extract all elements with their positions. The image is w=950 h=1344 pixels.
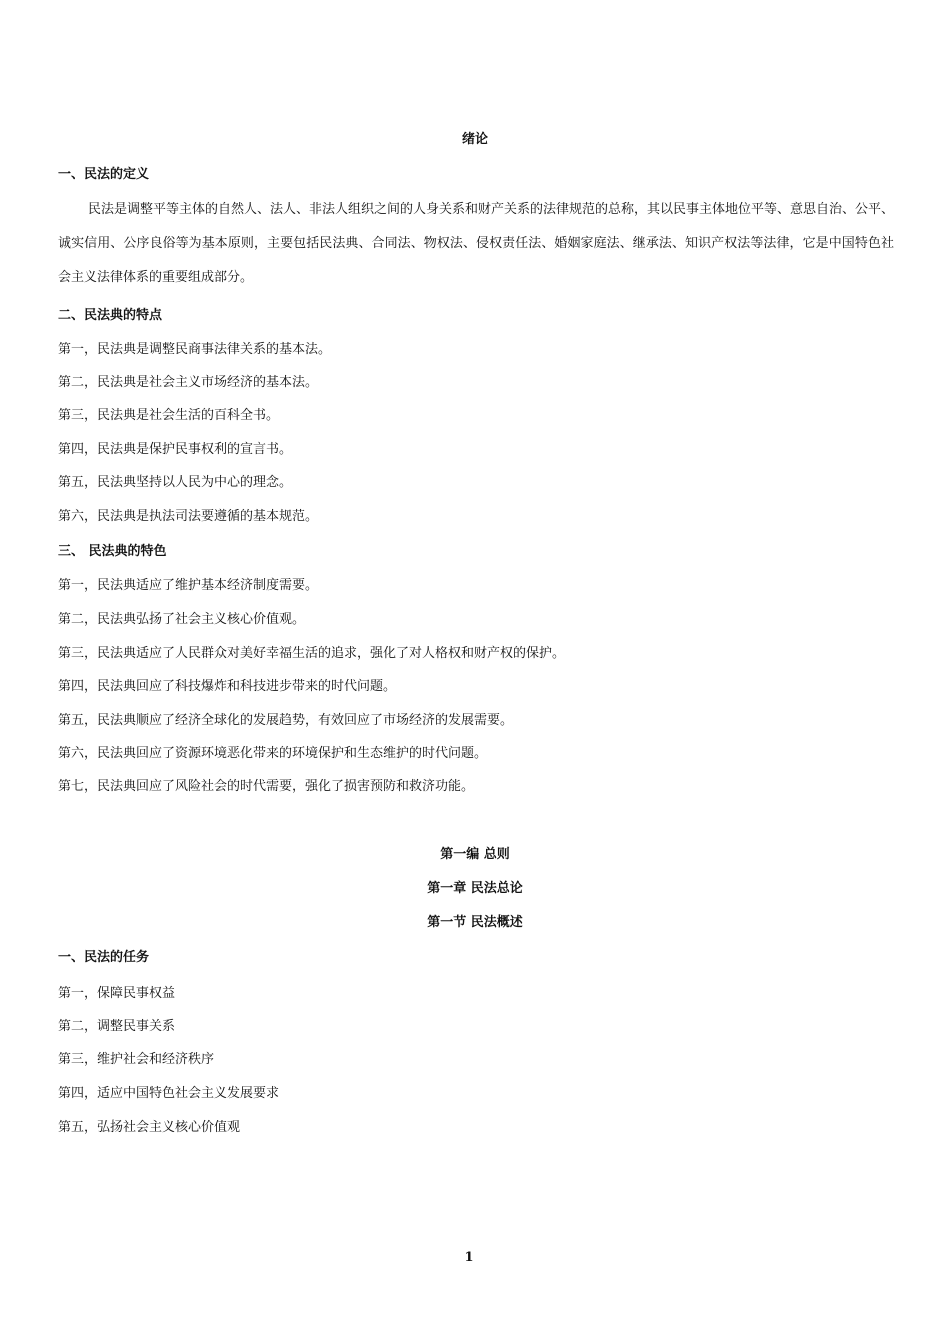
feature-item: 第一，民法典是调整民商事法律关系的基本法。	[58, 342, 332, 357]
characteristic-item: 第七，民法典回应了风险社会的时代需要，强化了损害预防和救济功能。	[58, 779, 475, 794]
section-title: 第一节 民法概述	[427, 915, 523, 930]
task-item: 第五，弘扬社会主义核心价值观	[58, 1120, 241, 1135]
feature-item: 第四，民法典是保护民事权利的宣言书。	[58, 442, 293, 457]
chapter-title: 第一章 民法总论	[427, 881, 523, 896]
characteristic-item: 第四，民法典回应了科技爆炸和科技进步带来的时代问题。	[58, 679, 397, 694]
characteristic-item: 第五，民法典顺应了经济全球化的发展趋势，有效回应了市场经济的发展需要。	[58, 713, 514, 728]
part-title: 第一编 总则	[440, 847, 510, 862]
section-heading-definition: 一、民法的定义	[58, 167, 150, 182]
definition-paragraph: 民法是调整平等主体的自然人、法人、非法人组织之间的人身关系和财产关系的法律规范的总称，其以民事主体地位平等、意思自治、公平、诚实信用、公序良俗等为基本原则，主要包括民法典、合同法、物权法、侵权责任法、婚姻家庭法、继承法、知识产权法等法律，它是中国特色社会主义法律体系的重要组成部分。	[58, 202, 895, 285]
task-item: 第三，维护社会和经济秩序	[58, 1052, 215, 1067]
task-item: 第四，适应中国特色社会主义发展要求	[58, 1086, 280, 1101]
characteristic-item: 第一，民法典适应了维护基本经济制度需要。	[58, 578, 319, 593]
feature-item: 第二，民法典是社会主义市场经济的基本法。	[58, 375, 319, 390]
intro-title: 绪论	[461, 132, 488, 147]
feature-item: 第三，民法典是社会生活的百科全书。	[58, 408, 280, 423]
page-number: 1	[464, 1250, 474, 1265]
characteristic-item: 第三，民法典适应了人民群众对美好幸福生活的追求，强化了对人格权和财产权的保护。	[58, 646, 566, 661]
feature-item: 第五，民法典坚持以人民为中心的理念。	[58, 475, 293, 490]
task-item: 第一，保障民事权益	[58, 986, 176, 1001]
characteristic-item: 第二，民法典弘扬了社会主义核心价值观。	[58, 612, 306, 627]
feature-item: 第六，民法典是执法司法要遵循的基本规范。	[58, 509, 319, 524]
section-heading-characteristics: 三、 民法典的特色	[58, 544, 167, 559]
task-item: 第二，调整民事关系	[58, 1019, 176, 1034]
section-heading-tasks: 一、民法的任务	[58, 950, 150, 965]
section-heading-features: 二、民法典的特点	[58, 308, 163, 323]
characteristic-item: 第六，民法典回应了资源环境恶化带来的环境保护和生态维护的时代问题。	[58, 746, 488, 761]
